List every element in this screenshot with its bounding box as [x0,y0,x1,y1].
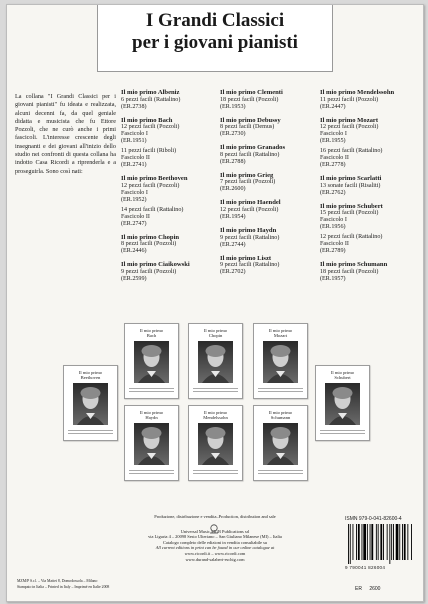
cover-rule [129,388,174,392]
catalog-entry [220,89,318,111]
barcode-digits: 9 790041 826004 [345,565,386,570]
entry-line: (ER.2778) [320,162,346,169]
catalog-entry [220,144,318,166]
cover-title-line-2: Chopin [208,333,223,339]
cover-title-line-1: Il mio primo [203,328,228,333]
cover-rule [193,388,238,392]
entry-line: 12 pezzi facili (Pozzoli) [121,182,180,189]
entry-line: Fascicolo I [121,189,148,196]
entry-line: 12 pezzi facili (Pozzoli) [121,124,180,131]
entry-line: (ER.2738) [121,103,147,110]
cover-title-line-2: Bach [146,333,157,339]
entry-volume [220,152,318,166]
entry-line: 11 pezzi facili (Riboli) [121,148,177,155]
portrait-icon [263,423,298,465]
cover-rule [258,388,303,392]
entry-volume [121,241,219,255]
title-line-2: per i giovani pianisti [132,32,298,53]
entry-line: 14 pezzi facili (Rattalino) [121,206,184,213]
cover-title-line-2: Haydn [145,415,158,421]
entry-volume [121,148,219,169]
catalog-entry [220,172,318,194]
barcode-icon [346,524,414,564]
cover-title-line-1: Il mio primo [139,410,164,415]
entry-line: (ER.1952) [121,196,147,203]
catalog-entry [220,199,318,221]
cover-title-line-2: Schumann [270,415,291,421]
cover-thumbnail-haydn [124,405,179,481]
entry-volume [220,262,318,276]
entry-line: (ER.2744) [220,241,246,248]
entry-line: (ER.1957) [320,275,346,282]
catalog-column-1 [121,89,219,289]
entry-line: Fascicolo II [320,155,349,162]
entry-line: 8 pezzi facili (Pozzoli) [121,241,177,248]
title-line-1: I Grandi Classici [145,10,285,31]
entry-title: Il mio primo Mendelssohn [320,89,395,96]
entry-line: 8 pezzi facili (Demus) [220,124,275,131]
entry-line: (ER.2762) [320,189,346,196]
entry-volume [220,124,318,138]
portrait-icon [263,341,298,383]
cover-rule [258,470,303,474]
publisher-name: Universal Music MGB Publications srl [180,528,250,534]
entry-title: Il mio primo Beethoven [121,175,188,183]
cover-thumbnail-chopin [188,323,243,399]
entry-title: Il mio primo Liszt [220,254,272,262]
entry-volume [320,148,418,169]
entry-volume [320,269,418,283]
entry-line: 9 pezzi facili (Rattalino) [220,262,280,269]
entry-line: (ER.2747) [121,220,147,227]
catalog-entry [220,117,318,139]
cover-thumbnail-bach [124,323,179,399]
entry-title: Il mio primo Granados [220,144,286,152]
entry-line: Fascicolo I [320,217,347,224]
entry-line: 12 pezzi facili (Pozzoli) [220,206,279,213]
catalog-entry [320,117,418,170]
entry-line: Fascicolo II [121,155,150,162]
catalog-entry [121,261,219,283]
cover-title-line-1: Il mio primo [203,410,228,415]
catalog-entry [121,175,219,228]
entry-volume [320,210,418,231]
entry-volume [320,124,418,145]
entry-line: (ER.2600) [220,186,246,193]
back-cover-page [6,4,424,602]
catalog-entry [320,261,418,283]
entry-title: Il mio primo Schubert [320,202,383,210]
website-link[interactable]: www.durand-salabert-eschig.com [185,556,245,562]
cover-thumbnail-schumann [253,405,308,481]
cover-title-line-1: Il mio primo [78,370,103,375]
entry-title: Il mio primo Haendel [220,199,281,207]
entry-line: 11 pezzi facili (Pozzoli) [320,96,379,103]
catalogue-code: ER 2600 [355,586,381,592]
entry-line: (ER.1953) [220,103,246,110]
catalog-entry [121,234,219,256]
entry-line: 8 pezzi facili (Rattalino) [220,151,280,158]
entry-title: Il mio primo Albeniz [121,89,180,96]
catalogue-note-en: All current editions in print can be found in our online catalogue at [155,545,275,551]
cover-title-line-2: Schubert [334,375,351,381]
cover-rule [320,430,365,434]
entry-volume [220,235,318,249]
entry-volume [220,207,318,221]
entry-line: 7 pezzi facili (Pozzoli) [220,179,276,186]
publisher-line: Produzione, distribuzione e vendita–Production, distribution and sale [154,514,276,519]
entry-volume [320,183,418,197]
entry-volume [220,97,318,111]
catalog-column-2 [220,89,318,282]
entry-title: Il mio primo Haydn [220,226,277,234]
entry-line: 9 pezzi facili (Rattalino) [220,234,280,241]
entry-line: (ER.2447) [320,103,346,110]
cover-thumbnail-mozart [253,323,308,399]
entry-line: Fascicolo II [121,213,150,220]
cover-title-line-2: Mozart [273,333,288,339]
cover-rule [68,430,113,434]
entry-line: (ER.2702) [220,269,246,276]
entry-volume [320,97,418,111]
entry-line: (ER.2730) [220,131,246,138]
ismn-label: ISMN 979-0-041-82600-4 [345,516,402,522]
cover-thumbnail-mendelssohn [188,405,243,481]
printer-line: MZM/P S.r.l. – Via Mattei 8, Domodossola – Milano [17,579,98,583]
entry-line: (ER.2741) [121,162,147,169]
entry-volume [121,269,219,283]
entry-line: (ER.2599) [121,275,147,282]
entry-title: Il mio primo Bach [121,116,173,124]
cover-thumbnail-beethoven [63,365,118,441]
entry-volume [121,207,219,228]
cover-title-line-1: Il mio primo [139,328,164,333]
entry-title: Il mio primo Grieg [220,171,274,179]
entry-line: Fascicolo II [320,241,349,248]
catalog-entry [121,89,219,111]
entry-line: (ER.1951) [121,138,147,145]
website-link[interactable]: www.ricordi.it – www.ricordi.com [184,550,246,556]
cover-rule [129,470,174,474]
entry-line: Fascicolo I [320,131,347,138]
entry-title: Il mio primo Scarlatti [320,175,382,183]
entry-line: 12 pezzi facili (Pozzoli) [320,124,379,131]
cover-rule [193,470,238,474]
printer-info [17,579,122,590]
entry-line: 9 pezzi facili (Pozzoli) [121,268,177,275]
portrait-icon [73,383,108,425]
entry-line: 18 pezzi facili (Pozzoli) [320,268,379,275]
entry-line: 16 pezzi facili (Rattalino) [320,148,383,155]
cover-title-line-2: Mendelssohn [203,415,228,421]
catalog-entry [320,89,418,111]
intro-paragraph: La collana "I Grandi Classici per i giovani pianisti" fu ideata e realizzata, alcuni decenni fa, da quel geniale didatta e musicista che fu Ettore Pozzoli, che ne curò anche i primi fascicoli. L'interesse crescente degli insegnanti e dei giovani all'inizio dello studio nei confronti di questa collana ha indotto Casa Ricordi a riprenderla e a proseguirla. Sono così nati: [15,93,116,175]
entry-volume [121,124,219,145]
entry-line: (ER.1956) [320,224,346,231]
entry-line: (ER.2446) [121,248,147,255]
catalog-entry [320,203,418,256]
portrait-icon [325,383,360,425]
entry-title: Il mio primo Debussy [220,116,281,124]
portrait-icon [134,341,169,383]
entry-line: Fascicolo I [121,131,148,138]
catalog-entry [121,117,219,170]
entry-line: 13 sonate facili (Risaliti) [320,182,381,189]
entry-title: Il mio primo Ciaikowski [121,261,190,269]
entry-volume [121,97,219,111]
entry-line: (ER.1954) [220,213,246,220]
catalogue-note-it: Catalogo completo delle edizioni in vendita consultabile su [162,539,267,545]
entry-line: (ER.1955) [320,138,346,145]
entry-line: 6 pezzi facili (Rattalino) [121,96,181,103]
cover-title-line-1: Il mio primo [268,328,293,333]
entry-line: 18 pezzi facili (Pozzoli) [220,96,279,103]
publisher-address: via Liguria 4 – 20098 Sesto Ulteriano – San Giuliano Milanese (MI) – Italia [148,534,282,540]
entry-line: 15 pezzi facili (Pozzoli) [320,210,379,217]
cover-title-line-1: Il mio primo [330,370,355,375]
portrait-icon [198,341,233,383]
entry-title: Il mio primo Mozart [320,116,379,124]
catalog-entry [220,227,318,249]
printed-in-line: Stampato in Italia – Printed in Italy – Imprimé en Italie 2008 [17,584,110,589]
cover-title-line-1: Il mio primo [268,410,293,415]
entry-title: Il mio primo Chopin [121,233,180,241]
cover-title-line-2: Beethoven [80,375,101,381]
title-banner [97,5,333,72]
entry-line: (ER.2789) [320,248,346,255]
entry-title: Il mio primo Clementi [220,89,283,96]
portrait-icon [198,423,233,465]
entry-line: 12 pezzi facili (Rattalino) [320,234,383,241]
entry-title: Il mio primo Schumann [320,261,388,269]
entry-volume [121,183,219,204]
cover-thumbnail-schubert [315,365,370,441]
catalog-column-3 [320,89,418,289]
catalog-entry [220,255,318,277]
catalog-entry [320,175,418,197]
entry-line: (ER.2788) [220,158,246,165]
portrait-icon [134,423,169,465]
publisher-logo-icon [207,524,221,534]
entry-volume [220,179,318,193]
publisher-info [125,514,305,562]
entry-volume [320,234,418,255]
